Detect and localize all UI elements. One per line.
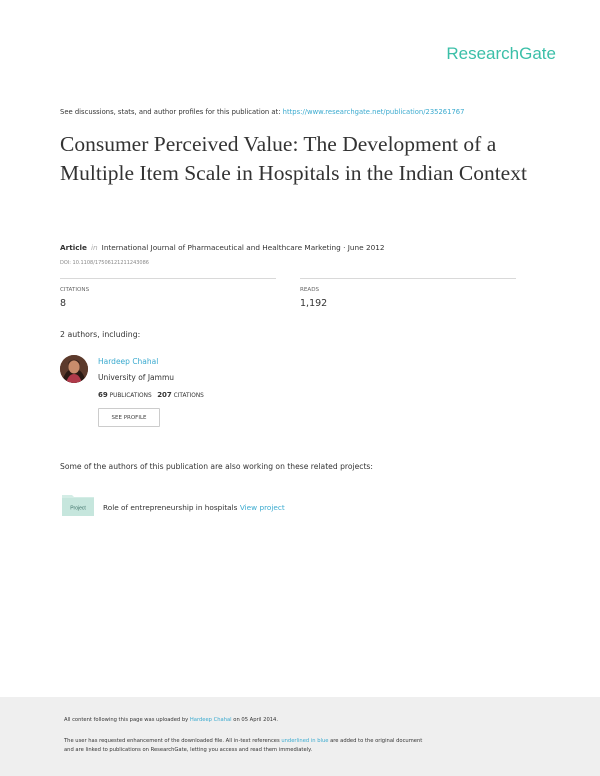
footer-upload-note: [64, 717, 278, 723]
discussion-notice: [60, 108, 464, 116]
footer-upload-suffix: on 05 April 2014.: [233, 717, 278, 723]
publication-url-link[interactable]: https://www.researchgate.net/publication/235261767: [282, 108, 465, 116]
footer-enhancement-prefix: The user has requested enhancement of the downloaded file. All in-text references: [64, 738, 280, 744]
author-publications-count: 69: [98, 391, 108, 399]
discussion-notice-text: See discussions, stats, and author profiles for this publication at:: [60, 108, 281, 116]
citations-label: CITATIONS: [60, 287, 90, 293]
project-folder-icon[interactable]: [61, 492, 95, 517]
reads-value: 1,192: [300, 298, 328, 309]
project-icon-label: Project: [70, 505, 86, 512]
publication-meta: [60, 243, 385, 252]
author-citations-count: 207: [157, 391, 172, 399]
project-item: [103, 503, 285, 512]
footer-upload-prefix: All content following this page was uploaded by: [64, 717, 189, 723]
publication-type: Article: [60, 243, 88, 252]
folder-icon: [61, 492, 95, 517]
publication-title: Consumer Perceived Value: The Development of a Multiple Item Scale in Hospitals in the Indian Context: [60, 132, 527, 185]
author-stats: [98, 391, 204, 399]
reads-label: READS: [300, 287, 320, 293]
see-profile-button[interactable]: SEE PROFILE: [98, 408, 160, 427]
footer-enhancement-note: [64, 738, 422, 744]
footer-enhancement-note-2: and are linked to publications on ResearchGate, letting you access and read them immediately.: [64, 747, 313, 753]
authors-heading: 2 authors, including:: [60, 330, 141, 339]
author-avatar[interactable]: [60, 355, 88, 383]
publication-venue[interactable]: International Journal of Pharmaceutical and Healthcare Marketing · June 2012: [101, 243, 385, 252]
footer-uploader-link[interactable]: Hardeep Chahal: [189, 717, 232, 723]
citations-value: 8: [60, 298, 67, 309]
footer: [0, 697, 600, 776]
author-institution[interactable]: University of Jammu: [98, 373, 175, 382]
view-project-link[interactable]: View project: [239, 503, 285, 512]
divider-left: [60, 278, 276, 279]
researchgate-logo[interactable]: ResearchGate: [446, 44, 556, 63]
project-name: Role of entrepreneurship in hospitals: [103, 503, 238, 512]
author-name-link[interactable]: Hardeep Chahal: [98, 357, 159, 366]
projects-heading: Some of the authors of this publication are also working on these related projects:: [60, 462, 373, 471]
publication-in-label: in: [91, 243, 98, 252]
footer-enhancement-suffix: are added to the original document: [330, 738, 423, 744]
author-publications-label: PUBLICATIONS: [109, 393, 152, 399]
footer-underlined-link[interactable]: underlined in blue: [281, 738, 329, 744]
divider-right: [300, 278, 516, 279]
author-citations-label: CITATIONS: [173, 393, 204, 399]
avatar-photo: [60, 355, 88, 383]
publication-doi: DOI: 10.1108/17506121211243086: [60, 260, 149, 266]
